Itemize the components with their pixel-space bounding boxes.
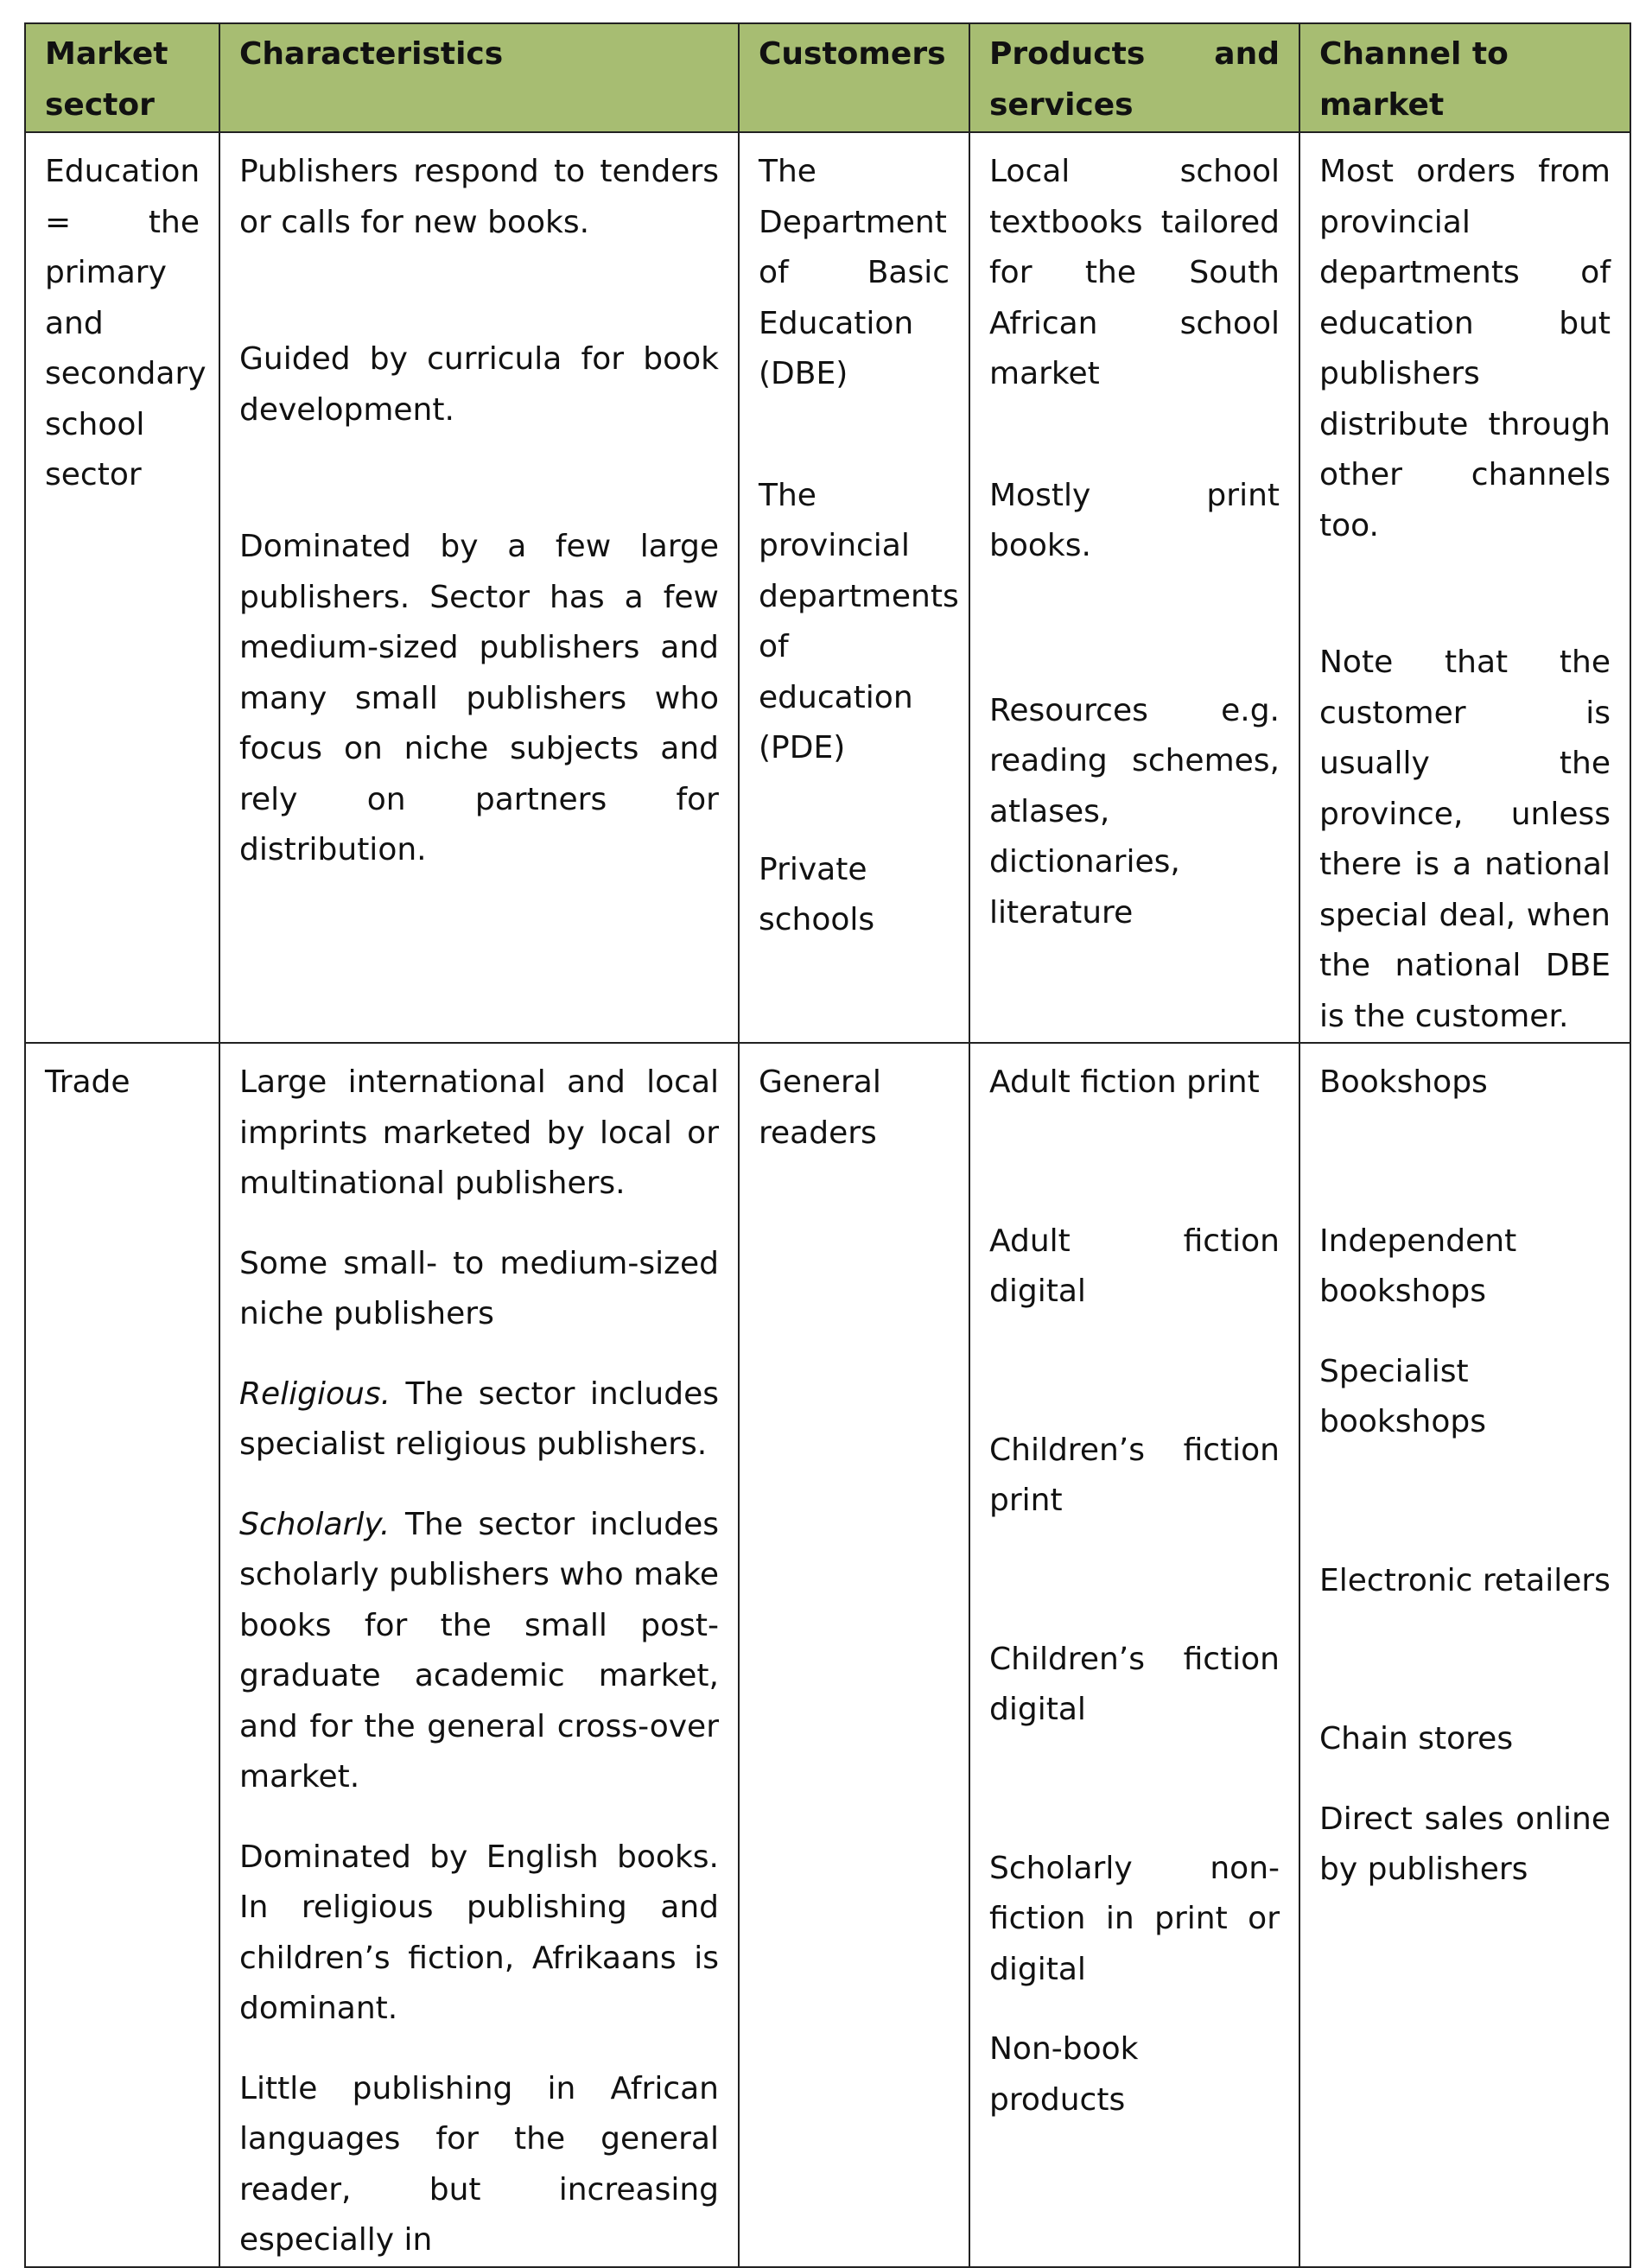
trade-customers-cell <box>739 1043 969 2267</box>
header-row <box>25 23 1630 132</box>
education-product-2: Mostly print books. <box>989 477 1280 563</box>
education-characteristic-1: Publishers respond to tenders or calls for new books. <box>239 154 719 240</box>
trade-channel-1: Bookshops <box>1319 1064 1488 1100</box>
trade-characteristic-2: Some small- to medium-sized niche publishers <box>239 1245 719 1331</box>
education-channel-2: Note that the customer is usually the province, unless there is a national special deal, when the national DBE is the customer. <box>1319 645 1611 1034</box>
education-sector-text: Education = the primary and secondary school sector <box>45 154 206 492</box>
trade-characteristics-cell <box>219 1043 739 2267</box>
table-row-education <box>25 132 1630 1043</box>
trade-characteristic-4 <box>239 1500 719 1803</box>
table-row-trade <box>25 1043 1630 2267</box>
trade-channel-4: Electronic retailers <box>1319 1562 1611 1598</box>
header-market-sector: Market sector <box>25 23 219 132</box>
education-characteristic-2: Guided by curricula for book development. <box>239 341 719 428</box>
trade-sector-text: Trade <box>45 1064 130 1100</box>
trade-channel-3: Specialist bookshops <box>1319 1353 1486 1439</box>
education-sector-cell <box>25 132 219 1043</box>
trade-characteristic-5: Dominated by English books. In religious publishing and children’s fiction, Afrikaans is dominant. <box>239 1839 719 2026</box>
trade-channel-2: Independent bookshops <box>1319 1223 1517 1309</box>
trade-channel-cell <box>1299 1043 1630 2267</box>
scholarly-text: The sector includes scholarly publishers who make books for the small post-graduate academic market, and for the general cross-over market. <box>239 1506 719 1795</box>
trade-products-cell <box>969 1043 1299 2267</box>
education-customers-cell <box>739 132 969 1043</box>
education-products-cell <box>969 132 1299 1043</box>
trade-characteristic-6: Little publishing in African languages for the general reader, but increasing especially in <box>239 2070 719 2258</box>
trade-channel-5: Chain stores <box>1319 1721 1514 1757</box>
trade-product-3: Children’s fiction print <box>989 1432 1280 1518</box>
market-sector-table <box>24 22 1631 2268</box>
trade-customer: General readers <box>759 1064 881 1151</box>
education-customer-1: The Department of Basic Education (DBE) <box>759 154 950 391</box>
trade-sector-cell <box>25 1043 219 2267</box>
header-characteristics: Characteristics <box>219 23 739 132</box>
education-characteristic-3: Dominated by a few large publishers. Sector has a few medium-sized publishers and many small publishers who focus on niche subjects and rely on partners for distribution. <box>239 529 719 867</box>
trade-product-2: Adult fiction digital <box>989 1223 1280 1309</box>
religious-label: Religious. <box>239 1375 391 1412</box>
trade-characteristic-1: Large international and local imprints marketed by local or multinational publishers. <box>239 1064 719 1201</box>
header-customers: Customers <box>739 23 969 132</box>
education-product-1: Local school textbooks tailored for the South African school market <box>989 154 1280 391</box>
trade-product-4: Children’s fiction digital <box>989 1641 1280 1727</box>
header-products-services: Products and services <box>969 23 1299 132</box>
trade-product-1: Adult fiction print <box>989 1064 1260 1100</box>
education-characteristics-cell <box>219 132 739 1043</box>
education-customer-2: The provincial departments of education (PDE) <box>759 477 959 766</box>
scholarly-label: Scholarly. <box>239 1506 391 1542</box>
trade-channel-6: Direct sales online by publishers <box>1319 1801 1611 1887</box>
header-channel-to-market: Channel to market <box>1299 23 1630 132</box>
education-customer-3: Private schools <box>759 851 875 937</box>
religious-text: The sector includes specialist religious publishers. <box>239 1375 719 1462</box>
education-channel-1: Most orders from provincial departments of education but publishers distribute through other channels too. <box>1319 154 1611 543</box>
trade-product-6: Non-book products <box>989 2031 1139 2118</box>
education-channel-cell <box>1299 132 1630 1043</box>
trade-characteristic-3 <box>239 1369 719 1471</box>
education-product-3: Resources e.g. reading schemes, atlases, dictionaries, literature <box>989 692 1280 931</box>
trade-product-5: Scholarly non-fiction in print or digital <box>989 1850 1280 1987</box>
